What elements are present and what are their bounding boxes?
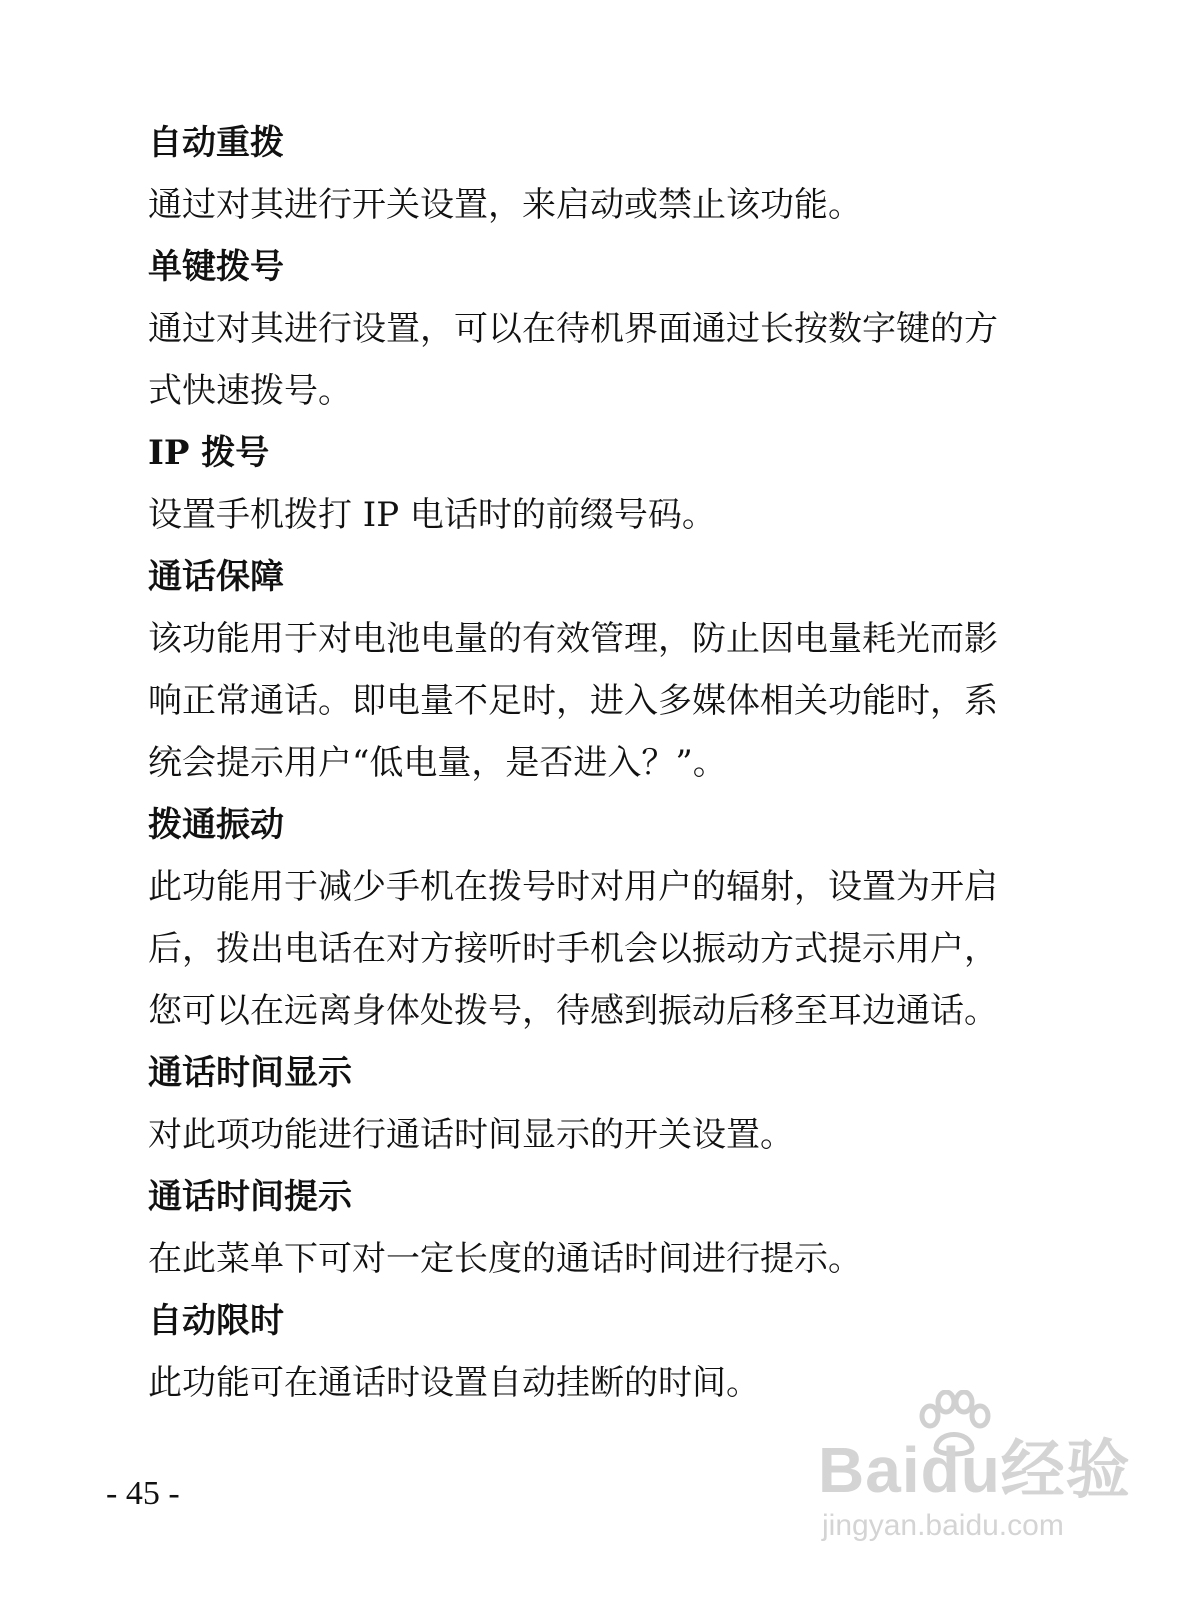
- section-text-line: 此功能用于减少手机在拨号时对用户的辐射，设置为开启: [148, 867, 998, 907]
- watermark-brand: Baidu经验: [818, 1434, 1131, 1506]
- page-number: - 45 -: [106, 1475, 180, 1512]
- section-text-line: 后，拨出电话在对方接听时手机会以振动方式提示用户，: [148, 929, 998, 969]
- baidu-jingyan-watermark: [818, 1390, 1131, 1570]
- section-text-line: 统会提示用户“低电量，是否进入？”。: [148, 743, 727, 783]
- page-content: [148, 112, 1048, 1414]
- watermark-url: jingyan.baidu.com: [822, 1509, 1064, 1542]
- section-text-line: 式快速拨号。: [148, 371, 352, 411]
- section-text-line: 设置手机拨打 IP 电话时的前缀号码。: [148, 495, 716, 535]
- section-heading: 拨通振动: [148, 805, 284, 845]
- section-text-line: 该功能用于对电池电量的有效管理，防止因电量耗光而影: [148, 619, 998, 659]
- section-heading: 通话时间提示: [148, 1177, 352, 1217]
- section-call-guarantee: [148, 546, 1048, 794]
- section-heading: 自动限时: [148, 1301, 284, 1341]
- section-text-line: 通过对其进行设置，可以在待机界面通过长按数字键的方: [148, 309, 998, 349]
- section-text-line: 您可以在远离身体处拨号，待感到振动后移至耳边通话。: [148, 991, 998, 1031]
- section-text-line: 对此项功能进行通话时间显示的开关设置。: [148, 1115, 794, 1155]
- section-heading: 通话保障: [148, 557, 284, 597]
- section-call-time-reminder: [148, 1166, 1048, 1290]
- section-call-time-display: [148, 1042, 1048, 1166]
- section-ip-dial: [148, 422, 1048, 546]
- section-heading: 单键拨号: [148, 247, 284, 287]
- section-text-line: 此功能可在通话时设置自动挂断的时间。: [148, 1363, 760, 1403]
- section-text-line: 在此菜单下可对一定长度的通话时间进行提示。: [148, 1239, 862, 1279]
- section-connect-vibration: [148, 794, 1048, 1042]
- section-speed-dial: [148, 236, 1048, 422]
- section-heading: 自动重拨: [148, 123, 284, 163]
- section-text-line: 通过对其进行开关设置，来启动或禁止该功能。: [148, 185, 862, 225]
- section-text-line: 响正常通话。即电量不足时，进入多媒体相关功能时，系: [148, 681, 998, 721]
- section-auto-redial: [148, 112, 1048, 236]
- section-heading: 通话时间显示: [148, 1053, 352, 1093]
- section-heading: IP 拨号: [148, 433, 270, 473]
